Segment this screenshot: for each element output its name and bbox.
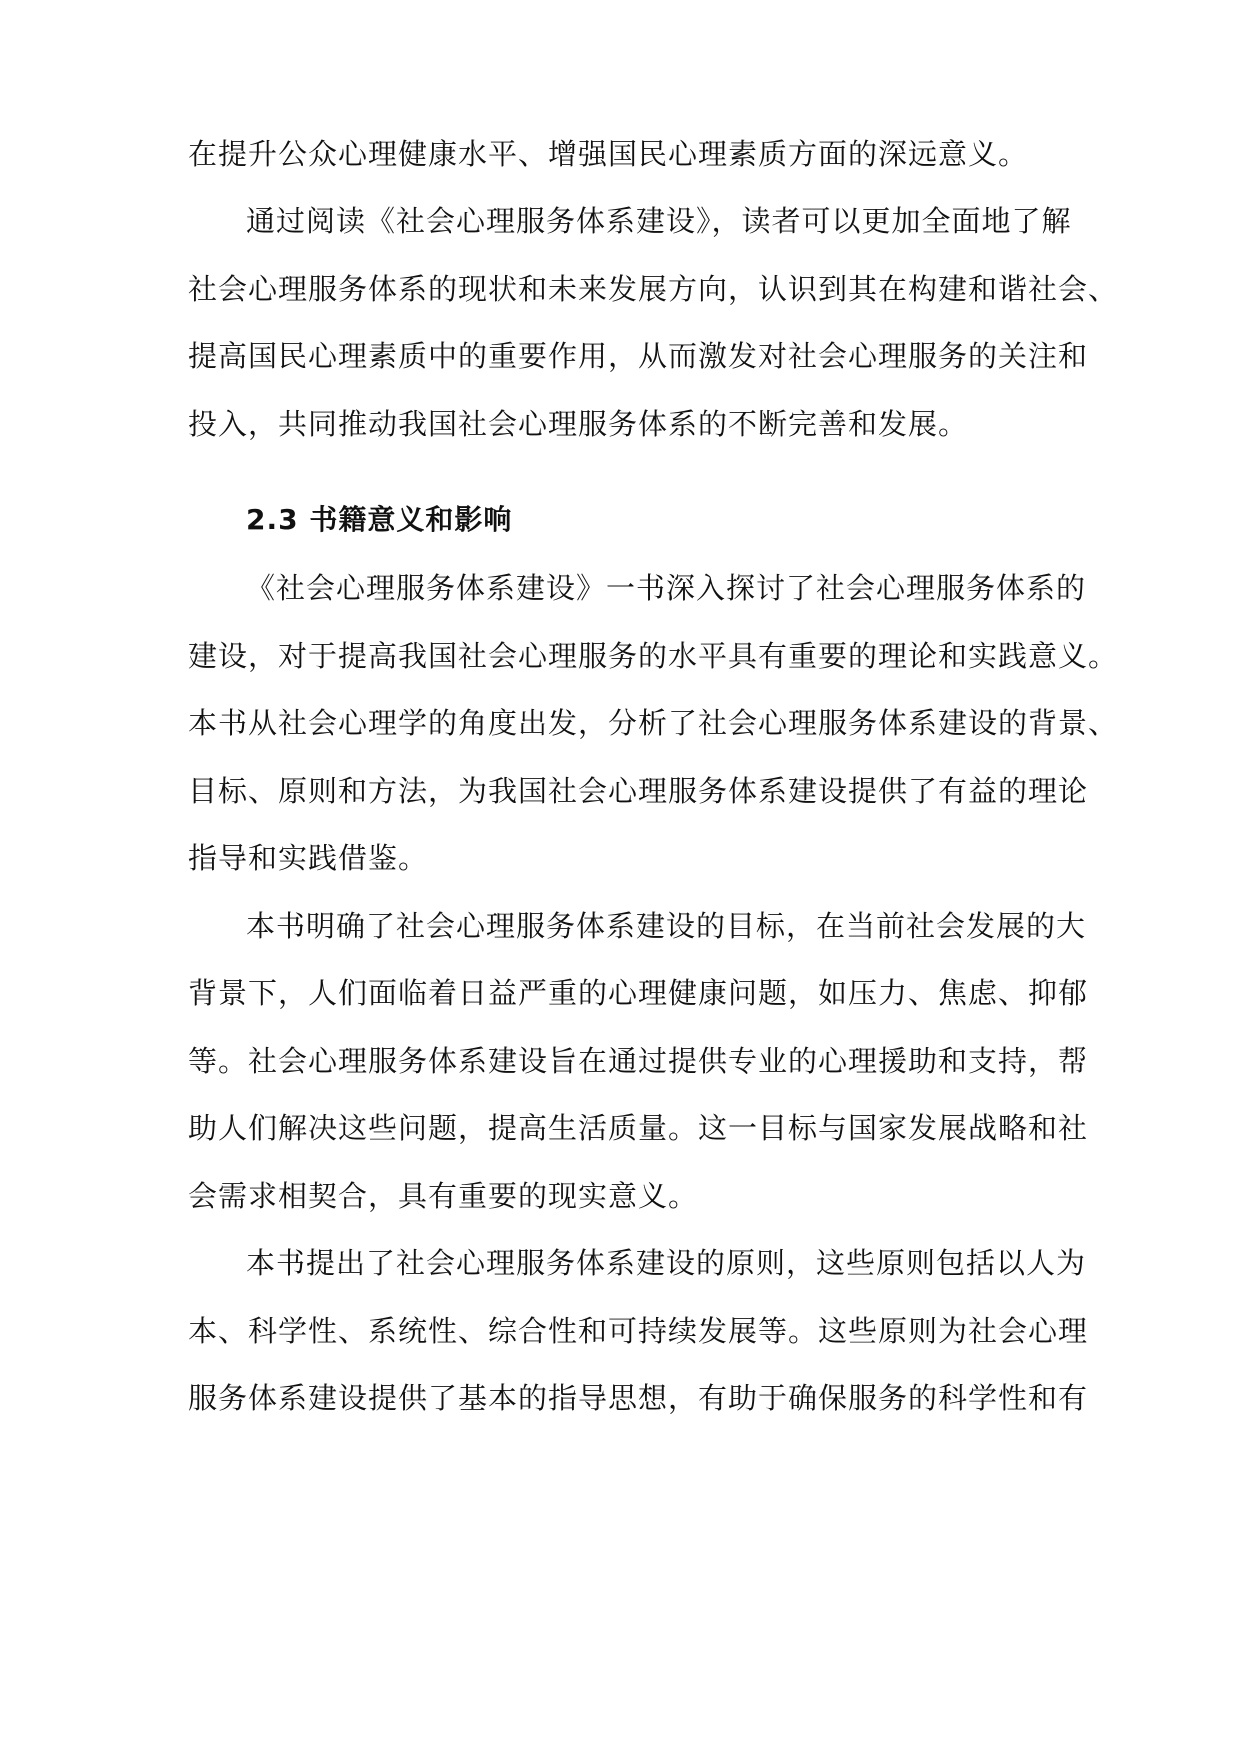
paragraph-line: 目标、原则和方法，为我国社会心理服务体系建设提供了有益的理论	[188, 774, 1089, 808]
paragraph-line: 社会心理服务体系的现状和未来发展方向，认识到其在构建和谐社会、	[188, 272, 1119, 306]
section-heading: 2.3 书籍意义和影响	[246, 503, 513, 536]
paragraph-line: 指导和实践借鉴。	[188, 841, 429, 875]
paragraph-line: 服务体系建设提供了基本的指导思想，有助于确保服务的科学性和有	[188, 1381, 1089, 1415]
paragraph-line: 《社会心理服务体系建设》一书深入探讨了社会心理服务体系的	[246, 571, 1087, 605]
paragraph-line: 会需求相契合，具有重要的现实意义。	[188, 1179, 699, 1213]
paragraph-line: 提高国民心理素质中的重要作用，从而激发对社会心理服务的关注和	[188, 339, 1089, 373]
paragraph-line: 建设，对于提高我国社会心理服务的水平具有重要的理论和实践意义。	[188, 639, 1119, 673]
paragraph-line: 本、科学性、系统性、综合性和可持续发展等。这些原则为社会心理	[188, 1314, 1089, 1348]
paragraph-line: 在提升公众心理健康水平、增强国民心理素质方面的深远意义。	[188, 137, 1029, 171]
paragraph-line: 投入，共同推动我国社会心理服务体系的不断完善和发展。	[188, 407, 969, 441]
paragraph-line: 通过阅读《社会心理服务体系建设》，读者可以更加全面地了解	[246, 204, 1072, 238]
paragraph-line: 本书从社会心理学的角度出发，分析了社会心理服务体系建设的背景、	[188, 706, 1119, 740]
paragraph-line: 背景下，人们面临着日益严重的心理健康问题，如压力、焦虑、抑郁	[188, 976, 1089, 1010]
paragraph-line: 本书提出了社会心理服务体系建设的原则，这些原则包括以人为	[246, 1246, 1087, 1280]
paragraph-line: 本书明确了社会心理服务体系建设的目标，在当前社会发展的大	[246, 909, 1087, 943]
paragraph-line: 助人们解决这些问题，提高生活质量。这一目标与国家发展战略和社	[188, 1111, 1089, 1145]
paragraph-line: 等。社会心理服务体系建设旨在通过提供专业的心理援助和支持，帮	[188, 1044, 1089, 1078]
